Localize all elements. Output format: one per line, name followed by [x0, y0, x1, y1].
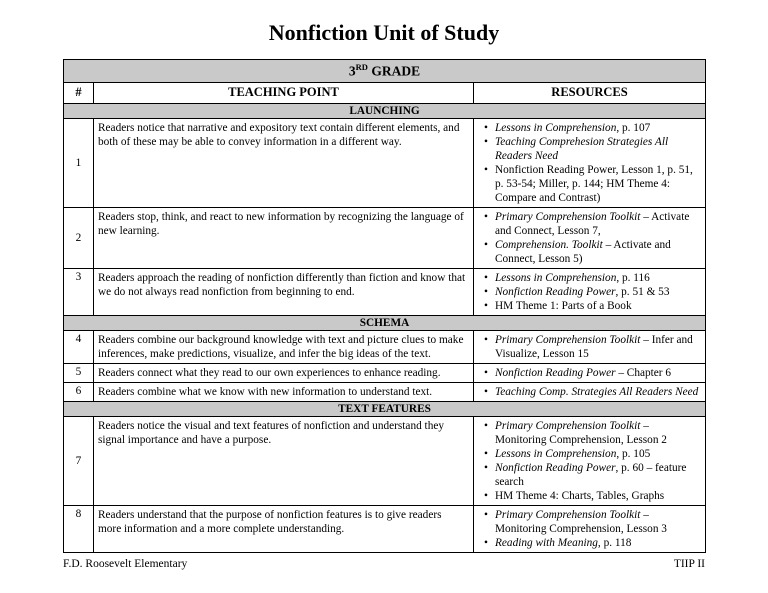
- row-number: 5: [64, 363, 94, 382]
- resources-cell: [474, 330, 706, 363]
- row-number: 2: [64, 207, 94, 268]
- teaching-point: Readers connect what they read to our own experiences to enhance reading.: [94, 363, 474, 382]
- resources-cell: [474, 382, 706, 401]
- resource-title: Lessons in Comprehension: [495, 271, 617, 284]
- section-header-launching: LAUNCHING: [64, 103, 706, 118]
- teaching-point: Readers combine our background knowledge with text and picture clues to make inferences, make predictions, visualize, and infer the big ideas of the text.: [94, 330, 474, 363]
- resource-detail: , p. 118: [597, 536, 632, 549]
- teaching-point: Readers approach the reading of nonfiction differently than fiction and know that we do not always read nonfiction from beginning to end.: [94, 268, 474, 315]
- resource-item: [482, 121, 701, 135]
- grade-label: GRADE: [367, 63, 421, 79]
- resource-item: [482, 271, 701, 285]
- section-header-text-features: TEXT FEATURES: [64, 401, 706, 416]
- resources-cell: [474, 207, 706, 268]
- resource-item: [482, 447, 701, 461]
- resource-item: [482, 210, 701, 238]
- resource-item: [482, 163, 701, 205]
- column-header-row: [64, 83, 706, 104]
- resource-detail: – Infer and Visualize, Lesson 15: [495, 333, 693, 360]
- table-row: [64, 330, 706, 363]
- row-number: 8: [64, 505, 94, 552]
- table-row: [64, 268, 706, 315]
- resource-detail: – Monitoring Comprehension, Lesson 2: [495, 419, 667, 446]
- resource-detail: , p. 60 – feature search: [495, 461, 687, 488]
- unit-of-study-table: [63, 59, 706, 553]
- resource-detail: , p. 107: [616, 121, 651, 134]
- col-header-teaching-point: TEACHING POINT: [94, 83, 474, 104]
- resource-title: Nonfiction Reading Power: [495, 366, 616, 379]
- row-number: 4: [64, 330, 94, 363]
- resource-item: [482, 285, 701, 299]
- col-header-number: #: [64, 83, 94, 104]
- resource-detail: – Chapter 6: [615, 366, 672, 379]
- col-header-resources: RESOURCES: [474, 83, 706, 104]
- resource-item: [482, 366, 701, 380]
- table-row: [64, 207, 706, 268]
- table-row: [64, 505, 706, 552]
- resource-title: Nonfiction Reading Power: [495, 461, 616, 474]
- row-number: 1: [64, 118, 94, 207]
- resources-cell: [474, 505, 706, 552]
- resource-item: [482, 461, 701, 489]
- row-number: 6: [64, 382, 94, 401]
- grade-header-row: [64, 60, 706, 83]
- row-number: 7: [64, 416, 94, 505]
- resources-cell: [474, 363, 706, 382]
- resource-title: Primary Comprehension Toolkit: [495, 508, 641, 521]
- resource-title: Comprehension. Toolkit: [495, 238, 603, 251]
- teaching-point: Readers combine what we know with new information to understand text.: [94, 382, 474, 401]
- table-row: [64, 363, 706, 382]
- resources-cell: [474, 268, 706, 315]
- resource-detail: , p. 105: [616, 447, 651, 460]
- resource-item: [482, 489, 701, 503]
- resource-item: [482, 419, 701, 447]
- table-row: [64, 118, 706, 207]
- section-header-row-text-features: [64, 401, 706, 416]
- page-title: Nonfiction Unit of Study: [268, 20, 500, 45]
- resource-item: [482, 333, 701, 361]
- section-header-row-schema: [64, 315, 706, 330]
- section-header-row-launching: [64, 103, 706, 118]
- teaching-point: Readers stop, think, and react to new information by recognizing the language of new learning.: [94, 207, 474, 268]
- page-footer: [63, 558, 705, 570]
- teaching-point: Readers notice the visual and text features of nonfiction and understand they signal importance and have a purpose.: [94, 416, 474, 505]
- resources-cell: [474, 118, 706, 207]
- resource-detail: , p. 51 & 53: [615, 285, 670, 298]
- resource-item: [482, 385, 701, 399]
- grade-number: 3: [348, 63, 356, 79]
- section-header-schema: SCHEMA: [64, 315, 706, 330]
- footer-school-name: F.D. Roosevelt Elementary: [63, 557, 188, 570]
- resource-detail: , p. 116: [616, 271, 650, 284]
- row-number: 3: [64, 268, 94, 315]
- resource-title: Primary Comprehension Toolkit: [495, 210, 641, 223]
- resource-title: Nonfiction Reading Power: [495, 285, 616, 298]
- resource-item: [482, 238, 701, 266]
- resource-detail: HM Theme 4: Charts, Tables, Graphs: [495, 489, 665, 502]
- resource-title: Lessons in Comprehension: [495, 447, 617, 460]
- resource-detail: Nonfiction Reading Power, Lesson 1, p. 51, p. 53-54; Miller, p. 144; HM Theme 4: Compare and Contrast): [495, 163, 693, 204]
- resource-title: Reading with Meaning: [495, 536, 598, 549]
- resource-item: [482, 299, 701, 313]
- grade-header: [64, 60, 706, 83]
- resource-detail: – Monitoring Comprehension, Lesson 3: [495, 508, 667, 535]
- resource-title: Primary Comprehension Toolkit: [495, 419, 641, 432]
- teaching-point: Readers understand that the purpose of nonfiction features is to give readers more information and a more complete understanding.: [94, 505, 474, 552]
- resource-title: Teaching Comp. Strategies All Readers Need: [495, 385, 699, 398]
- table-row: [64, 382, 706, 401]
- resource-item: [482, 536, 701, 550]
- resource-detail: – Activate and Connect, Lesson 7,: [495, 210, 690, 237]
- teaching-point: Readers notice that narrative and expository text contain different elements, and both of these may be able to convey information in a different way.: [94, 118, 474, 207]
- table-row: [64, 416, 706, 505]
- resource-detail: – Activate and Connect, Lesson 5): [495, 238, 671, 265]
- resource-detail: HM Theme 1: Parts of a Book: [495, 299, 632, 312]
- resource-title: Lessons in Comprehension: [495, 121, 617, 134]
- footer-document-code: TIIP II: [673, 557, 705, 570]
- grade-ordinal: RD: [355, 62, 368, 72]
- resource-title: Teaching Comprehesion Strategies All Readers Need: [495, 135, 669, 162]
- resource-item: [482, 508, 701, 536]
- resource-item: [482, 135, 701, 163]
- resources-cell: [474, 416, 706, 505]
- resource-title: Primary Comprehension Toolkit: [495, 333, 641, 346]
